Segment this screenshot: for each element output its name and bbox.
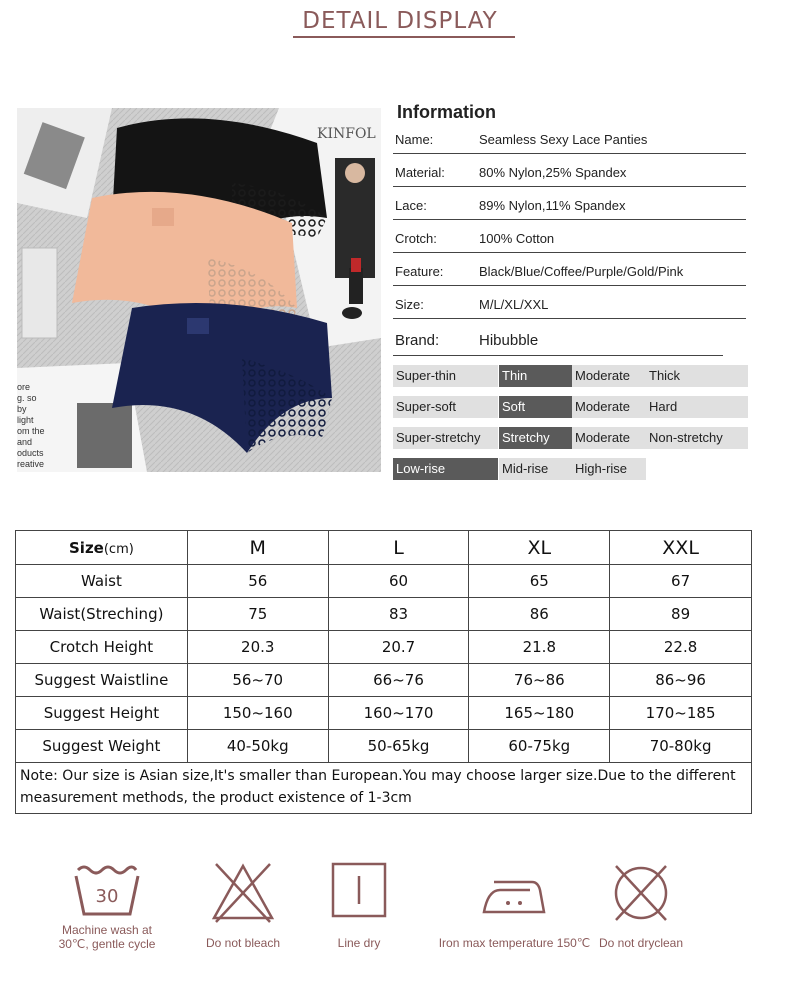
table-cell: 40-50kg bbox=[187, 730, 328, 763]
info-key: Name: bbox=[395, 132, 434, 147]
info-row-name bbox=[393, 121, 746, 154]
note-row bbox=[16, 763, 752, 814]
scale-option: Moderate bbox=[572, 365, 646, 387]
info-key: Size: bbox=[395, 297, 424, 312]
size-column-header: L bbox=[328, 531, 469, 565]
info-value: 89% Nylon,11% Spandex bbox=[479, 198, 626, 213]
table-cell: 60 bbox=[328, 565, 469, 598]
table-cell: 56 bbox=[187, 565, 328, 598]
info-value: Black/Blue/Coffee/Purple/Gold/Pink bbox=[479, 264, 684, 279]
info-key: Material: bbox=[395, 165, 445, 180]
care-machine-wash bbox=[32, 860, 182, 951]
row-label: Suggest Waistline bbox=[16, 664, 188, 697]
line-dry-icon bbox=[329, 860, 389, 920]
care-do-not-dryclean bbox=[566, 860, 716, 950]
table-cell: 65 bbox=[469, 565, 610, 598]
care-label: Line dry bbox=[337, 936, 381, 950]
care-label: Machine wash at 30℃, gentle cycle bbox=[58, 923, 156, 951]
table-cell: 50-65kg bbox=[328, 730, 469, 763]
scale-option: Super-thin bbox=[393, 365, 498, 387]
info-row-brand bbox=[393, 323, 723, 356]
info-key: Crotch: bbox=[395, 231, 437, 246]
row-label: Waist bbox=[16, 565, 188, 598]
table-row bbox=[16, 598, 752, 631]
info-value: Seamless Sexy Lace Panties bbox=[479, 132, 648, 147]
info-key: Feature: bbox=[395, 264, 444, 279]
table-cell: 70-80kg bbox=[610, 730, 752, 763]
info-key: Lace: bbox=[395, 198, 427, 213]
table-cell: 165~180 bbox=[469, 697, 610, 730]
scale-option-selected: Stretchy bbox=[499, 427, 572, 449]
do-not-dryclean-icon bbox=[608, 860, 674, 926]
scale-option: Thick bbox=[646, 365, 748, 387]
table-cell: 89 bbox=[610, 598, 752, 631]
table-cell: 20.3 bbox=[187, 631, 328, 664]
svg-text:and: and bbox=[17, 437, 33, 447]
size-table bbox=[15, 530, 752, 814]
product-photo bbox=[17, 108, 381, 472]
table-cell: 67 bbox=[610, 565, 752, 598]
table-cell: 170~185 bbox=[610, 697, 752, 730]
svg-text:light: light bbox=[17, 415, 34, 425]
table-cell: 21.8 bbox=[469, 631, 610, 664]
svg-text:30: 30 bbox=[95, 886, 119, 907]
page-title: DETAIL DISPLAY bbox=[302, 8, 498, 34]
scale-option: Super-stretchy bbox=[393, 427, 498, 449]
info-value: 100% Cotton bbox=[479, 231, 555, 246]
size-column-header: M bbox=[187, 531, 328, 565]
do-not-bleach-icon bbox=[208, 860, 278, 926]
table-cell: 160~170 bbox=[328, 697, 469, 730]
scale-option-selected: Thin bbox=[499, 365, 572, 387]
scale-option: High-rise bbox=[572, 458, 646, 480]
svg-text:reative: reative bbox=[17, 459, 45, 469]
table-cell: 20.7 bbox=[328, 631, 469, 664]
scale-option: Moderate bbox=[572, 427, 646, 449]
scale-option: Super-soft bbox=[393, 396, 498, 418]
care-label: Iron max temperature 150℃ bbox=[438, 936, 591, 950]
svg-text:ore: ore bbox=[17, 382, 31, 392]
table-cell: 86~96 bbox=[610, 664, 752, 697]
info-row-material bbox=[393, 154, 746, 187]
svg-text:oducts: oducts bbox=[17, 448, 44, 458]
table-cell: 86 bbox=[469, 598, 610, 631]
scale-option: Hard bbox=[646, 396, 748, 418]
care-line-dry bbox=[284, 860, 434, 950]
size-column-header: XXL bbox=[610, 531, 752, 565]
table-row bbox=[16, 565, 752, 598]
info-value: Hibubble bbox=[479, 332, 539, 349]
svg-text:by: by bbox=[17, 404, 27, 414]
table-row bbox=[16, 664, 752, 697]
scale-option: Moderate bbox=[572, 396, 646, 418]
info-row-crotch bbox=[393, 220, 746, 253]
care-label: Do not bleach bbox=[205, 936, 281, 950]
info-heading: Information bbox=[397, 102, 496, 122]
table-cell: 150~160 bbox=[187, 697, 328, 730]
row-label: Suggest Weight bbox=[16, 730, 188, 763]
svg-text:g. so: g. so bbox=[17, 393, 37, 403]
iron-max-temperature-icon bbox=[480, 860, 550, 920]
info-row-lace bbox=[393, 187, 746, 220]
care-label: Do not dryclean bbox=[598, 936, 684, 950]
table-cell: 22.8 bbox=[610, 631, 752, 664]
table-cell: 76~86 bbox=[469, 664, 610, 697]
scale-option: Mid-rise bbox=[499, 458, 572, 480]
row-label: Waist(Streching) bbox=[16, 598, 188, 631]
table-cell: 56~70 bbox=[187, 664, 328, 697]
scale-option-selected: Low-rise bbox=[393, 458, 498, 480]
table-cell: 83 bbox=[328, 598, 469, 631]
table-cell: 66~76 bbox=[328, 664, 469, 697]
info-value: M/L/XL/XXL bbox=[479, 297, 549, 312]
title-underline bbox=[293, 36, 515, 38]
size-column-header: XL bbox=[469, 531, 610, 565]
scale-option-selected: Soft bbox=[499, 396, 572, 418]
table-cell: 60-75kg bbox=[469, 730, 610, 763]
info-row-feature bbox=[393, 253, 746, 286]
svg-text:om the: om the bbox=[17, 426, 45, 436]
size-note: Note: Our size is Asian size,It's smaller than European.You may choose larger size.Due to the different measurement methods, the product existence of 1-3cm bbox=[16, 763, 752, 814]
table-row bbox=[16, 730, 752, 763]
size-header-cell: Size(cm) bbox=[16, 531, 188, 565]
machine-wash-30-icon bbox=[72, 860, 142, 920]
table-cell: 75 bbox=[187, 598, 328, 631]
table-row bbox=[16, 697, 752, 730]
book-title: KINFOL bbox=[317, 126, 376, 142]
scale-option: Non-stretchy bbox=[646, 427, 748, 449]
table-row bbox=[16, 631, 752, 664]
row-label: Suggest Height bbox=[16, 697, 188, 730]
size-table-header bbox=[16, 531, 752, 565]
info-row-size bbox=[393, 286, 746, 319]
info-value: 80% Nylon,25% Spandex bbox=[479, 165, 627, 180]
info-key: Brand: bbox=[395, 332, 440, 349]
row-label: Crotch Height bbox=[16, 631, 188, 664]
